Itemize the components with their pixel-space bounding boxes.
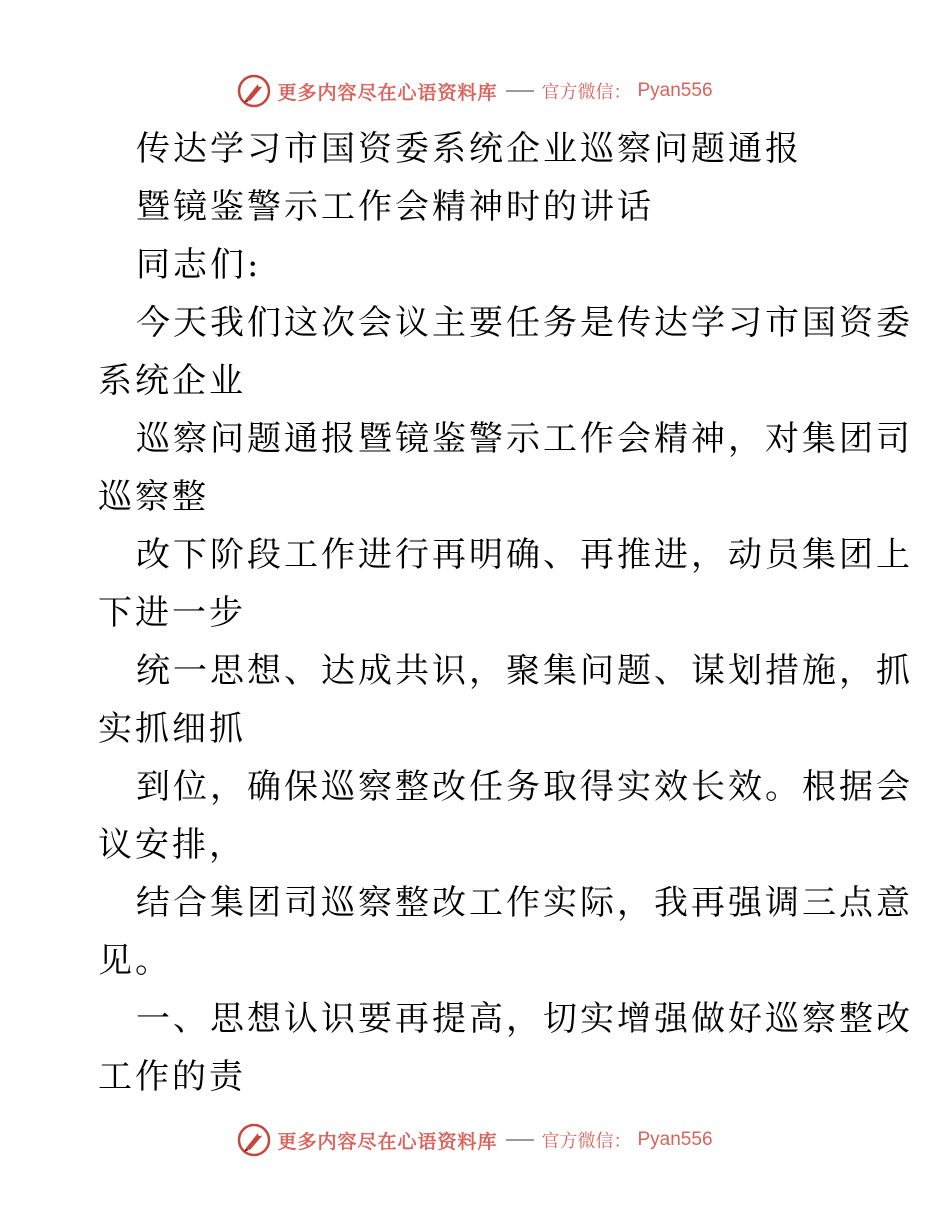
salutation: 同志们: [136,245,262,285]
paragraph-line: 见。 [98,941,172,981]
watermark-wechat-label: 官方微信： [541,1131,632,1152]
document-title-line-1: 传达学习市国资委系统企业巡察问题通报 [136,129,802,169]
watermark-site-text: 更多内容尽在心语资料库 [277,1130,498,1153]
watermark-wechat-label: 官方微信： [541,82,632,103]
pen-logo-icon [237,1123,271,1157]
watermark-site-text: 更多内容尽在心语资料库 [277,81,498,104]
pen-logo-icon [237,74,271,108]
paragraph-line: 统一思想、达成共识，聚集问题、谋划措施，抓 [136,651,913,691]
watermark-wechat-id: Pyan556 [637,80,713,101]
section-heading-line: 一、思想认识要再提高，切实增强做好巡察整改 [136,999,913,1039]
document-body [98,120,913,1106]
watermark-dash [506,1139,534,1141]
paragraph-line: 议安排， [98,825,246,865]
paragraph-line: 下进一步 [98,593,246,633]
document-title-line-2: 暨镜鉴警示工作会精神时的讲话 [136,187,654,227]
paragraph-line: 到位，确保巡察整改任务取得实效长效。根据会 [136,767,913,807]
watermark-wechat-id: Pyan556 [637,1129,713,1150]
paragraph-line: 今天我们这次会议主要任务是传达学习市国资委 [136,303,913,343]
paragraph-line: 实抓细抓 [98,709,246,749]
paragraph-line: 改下阶段工作进行再明确、再推进，动员集团上 [136,535,913,575]
paragraph-line: 系统企业 [98,361,246,401]
watermark-dash [506,90,534,92]
footer-watermark [0,1120,950,1160]
section-heading-line: 工作的责 [98,1057,246,1097]
paragraph-line: 巡察整 [98,477,209,517]
paragraph-line: 巡察问题通报暨镜鉴警示工作会精神，对集团司 [136,419,913,459]
paragraph-line: 结合集团司巡察整改工作实际，我再强调三点意 [136,883,913,923]
header-watermark [0,71,950,111]
